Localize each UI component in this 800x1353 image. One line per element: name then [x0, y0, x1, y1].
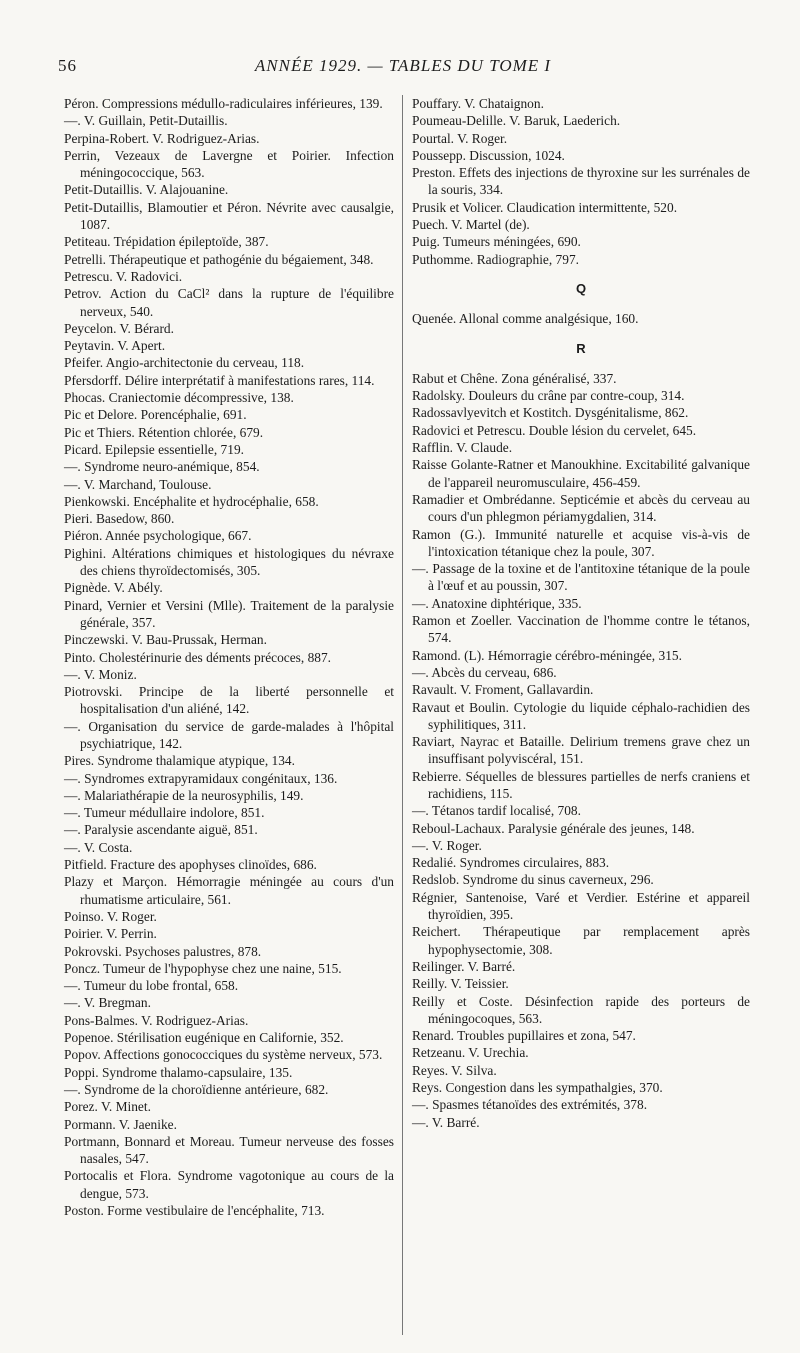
index-entry: Poussepp. Discussion, 1024. — [412, 147, 565, 163]
index-entry: Rabut et Chêne. Zona généralisé, 337. — [412, 370, 617, 386]
index-entry: Redalié. Syndromes circulaires, 883. — [412, 855, 610, 871]
index-entry: Pic et Delore. Porencéphalie, 691. — [64, 407, 247, 423]
index-entry: Pitfield. Fracture des apophyses clinoïdes, 686. — [64, 857, 317, 873]
index-entry: Popov. Affections gonococciques du système nerveux, 573. — [64, 1047, 383, 1063]
index-entry: Perpina-Robert. V. Rodriguez-Arias. — [64, 130, 260, 146]
index-entry: Picard. Epilepsie essentielle, 719. — [64, 441, 244, 457]
index-entry: Piéron. Année psychologique, 667. — [64, 528, 252, 544]
section-heading-q: Q — [575, 280, 587, 296]
index-entry: Radossavlyevitch et Kostitch. Dysgénitalisme, 862. — [412, 405, 689, 421]
section-heading-r: R — [576, 340, 586, 356]
q-entries — [412, 310, 750, 327]
index-entry: Petiteau. Trépidation épileptoïde, 387. — [64, 234, 269, 250]
index-entry: Portocalis et Flora. Syndrome vagotonique au cours de la dengue, 573. — [64, 1168, 394, 1201]
index-entry: —. Paralysie ascendante aiguë, 851. — [64, 822, 258, 838]
index-entry: Retzeanu. V. Urechia. — [412, 1045, 529, 1061]
index-entry: Pic et Thiers. Rétention chlorée, 679. — [64, 424, 264, 440]
index-entry: Pinto. Cholestérinurie des déments précoces, 887. — [64, 649, 332, 665]
index-entry: Radolsky. Douleurs du crâne par contre-coup, 314. — [412, 388, 685, 404]
index-entry: Ramadier et Ombrédanne. Septicémie et abcès du cerveau au cours d'un phlegmon périamygdalien, 314. — [412, 491, 750, 525]
index-entry: Raviart, Nayrac et Bataille. Delirium tremens grave chez un insuffisant polyviscéral, 151. — [412, 734, 750, 767]
left-column — [64, 95, 394, 1219]
index-entry: Quenée. Allonal comme analgésique, 160. — [412, 311, 639, 327]
index-entry: Pormann. V. Jaenike. — [64, 1116, 177, 1132]
index-entry: Ramon (G.). Immunité naturelle et acquise vis-à-vis de l'intoxication tétanique chez la poule, 307. — [412, 526, 750, 559]
index-entry: —. V. Costa. — [64, 839, 133, 855]
index-entry: Redslob. Syndrome du sinus caverneux, 296. — [412, 872, 654, 888]
index-entry: Pieri. Basedow, 860. — [64, 511, 175, 527]
index-entry: —. V. Roger. — [412, 837, 482, 853]
index-entry: Phocas. Craniectomie décompressive, 138. — [64, 390, 294, 406]
index-entry: Pourtal. V. Roger. — [412, 130, 508, 146]
index-entry: —. V. Guillain, Petit-Dutaillis. — [64, 113, 228, 129]
index-entry: Péron. Compressions médullo-radiculaires inférieures, 139. — [64, 96, 383, 111]
index-entry: Pokrovski. Psychoses palustres, 878. — [64, 943, 262, 959]
index-entry: Poppi. Syndrome thalamo-capsulaire, 135. — [64, 1064, 293, 1080]
index-entry: Ramond. (L). Hémorragie cérébro-méningée, 315. — [412, 647, 682, 663]
index-entry: Reys. Congestion dans les sympathalgies, 370. — [412, 1080, 663, 1096]
index-entry: Peycelon. V. Bérard. — [64, 320, 174, 336]
right-column — [412, 95, 750, 1131]
index-entry: Petrelli. Thérapeutique et pathogénie du bégaiement, 348. — [64, 251, 374, 267]
index-entry: —. Tétanos tardif localisé, 708. — [412, 803, 581, 819]
index-entry: —. Abcès du cerveau, 686. — [412, 664, 557, 680]
index-entry: Prusik et Volicer. Claudication intermittente, 520. — [412, 199, 678, 215]
index-entry: —. V. Moniz. — [64, 666, 137, 682]
index-entry: Popenoe. Stérilisation eugénique en Californie, 352. — [64, 1030, 344, 1046]
index-entry: —. Malariathérapie de la neurosyphilis, 149. — [64, 787, 304, 803]
index-entry: Ravault. V. Froment, Gallavardin. — [412, 682, 594, 698]
index-entry: Pinard, Vernier et Versini (Mlle). Traitement de la paralysie générale, 357. — [64, 597, 394, 630]
index-entry: Reilinger. V. Barré. — [412, 958, 516, 974]
index-entry: Reboul-Lachaux. Paralysie générale des jeunes, 148. — [412, 820, 695, 836]
index-entry: Peytavin. V. Apert. — [64, 338, 166, 354]
index-entry: Pouffary. V. Chataignon. — [412, 96, 544, 111]
index-entry: Ramon et Zoeller. Vaccination de l'homme contre le tétanos, 574. — [412, 613, 750, 646]
index-entry: Piotrovski. Principe de la liberté personnelle et hospitalisation d'un aliéné, 142. — [64, 684, 394, 717]
index-entry: Reichert. Thérapeutique par remplacement après hypophysectomie, 308. — [412, 924, 750, 957]
index-entry: Pienkowski. Encéphalite et hydrocéphalie, 658. — [64, 493, 319, 509]
index-entry: Puthomme. Radiographie, 797. — [412, 251, 579, 267]
index-entry: —. Organisation du service de garde-malades à l'hôpital psychiatrique, 142. — [64, 718, 394, 751]
index-entry: —. Spasmes tétanoïdes des extrémités, 378. — [412, 1097, 648, 1113]
right-entries — [412, 95, 750, 268]
index-entry: Rebierre. Séquelles de blessures partielles de nerfs craniens et rachidiens, 115. — [412, 768, 750, 801]
index-entry: Petrov. Action du CaCl² dans la rupture de l'équilibre nerveux, 540. — [64, 286, 394, 319]
index-entry: Poirier. V. Perrin. — [64, 926, 157, 942]
index-entry: —. V. Marchand, Toulouse. — [64, 476, 212, 492]
index-entry: Perrin, Vezeaux de Lavergne et Poirier. Infection méningococcique, 563. — [64, 147, 394, 181]
index-entry: Poston. Forme vestibulaire de l'encéphalite, 713. — [64, 1203, 325, 1218]
r-entries — [412, 370, 750, 1131]
index-entry: —. V. Bregman. — [64, 995, 151, 1011]
index-entry: Plazy et Marçon. Hémorragie méningée au cours d'un rhumatisme articulaire, 561. — [64, 874, 394, 907]
index-entry: Rafflin. V. Claude. — [412, 440, 513, 456]
index-entry: Reilly et Coste. Désinfection rapide des porteurs de méningocoques, 563. — [412, 993, 750, 1026]
index-entry: Portmann, Bonnard et Moreau. Tumeur nerveuse des fosses nasales, 547. — [64, 1133, 394, 1167]
index-entry: Ravaut et Boulin. Cytologie du liquide céphalo-rachidien des syphilitiques, 311. — [412, 699, 750, 732]
index-entry: Petrescu. V. Radovici. — [64, 268, 183, 284]
index-entry: Porez. V. Minet. — [64, 1099, 151, 1115]
index-entry: Reilly. V. Teissier. — [412, 976, 509, 992]
index-entry: Petit-Dutaillis, Blamoutier et Péron. Névrite avec causalgie, 1087. — [64, 199, 394, 233]
index-entry: —. Syndrome neuro-anémique, 854. — [64, 459, 260, 475]
index-entry: Pfeifer. Angio-architectonie du cerveau, 118. — [64, 355, 305, 371]
index-entry: Renard. Troubles pupillaires et zona, 547. — [412, 1028, 636, 1044]
index-entry: —. Anatoxine diphtérique, 335. — [412, 595, 582, 611]
index-entry: Reyes. V. Silva. — [412, 1062, 497, 1078]
index-entry: —. Tumeur du lobe frontal, 658. — [64, 978, 239, 994]
index-entry: —. Syndromes extrapyramidaux congénitaux, 136. — [64, 770, 338, 786]
page-number: 56 — [58, 56, 77, 75]
index-entry: —. V. Barré. — [412, 1114, 480, 1130]
index-entry: Régnier, Santenoise, Varé et Verdier. Estérine et appareil thyroïdien, 395. — [412, 889, 750, 923]
index-entry: Poinso. V. Roger. — [64, 908, 157, 924]
index-entry: Petit-Dutaillis. V. Alajouanine. — [64, 182, 229, 198]
index-entry: Raisse Golante-Ratner et Manoukhine. Excitabilité galvanique de l'appareil neuromusculaire, 456-459. — [412, 457, 750, 490]
column-divider — [402, 95, 403, 1335]
index-entry: Puig. Tumeurs méningées, 690. — [412, 234, 581, 250]
index-entry: Pons-Balmes. V. Rodriguez-Arias. — [64, 1012, 249, 1028]
index-entry: Radovici et Petrescu. Double lésion du cervelet, 645. — [412, 422, 697, 438]
index-entry: Preston. Effets des injections de thyroxine sur les surrénales de la souris, 334. — [412, 165, 750, 198]
running-title: ANNÉE 1929. — TABLES DU TOME I — [254, 56, 552, 75]
index-entry: Pignède. V. Abély. — [64, 580, 163, 596]
index-entry: Pires. Syndrome thalamique atypique, 134. — [64, 753, 295, 769]
index-entry: —. Syndrome de la choroïdienne antérieure, 682. — [64, 1081, 329, 1097]
index-entry: Puech. V. Martel (de). — [412, 217, 530, 233]
index-entry: —. Tumeur médullaire indolore, 851. — [64, 805, 265, 821]
index-entry: Pinczewski. V. Bau-Prussak, Herman. — [64, 632, 267, 648]
index-entry: Poncz. Tumeur de l'hypophyse chez une naine, 515. — [64, 960, 342, 976]
index-entry: Poumeau-Delille. V. Baruk, Laederich. — [412, 113, 621, 129]
index-entry: Pfersdorff. Délire interprétatif à manifestations rares, 114. — [64, 372, 375, 388]
index-entry: Pighini. Altérations chimiques et histologiques du névraxe des chiens thyroïdectomisés, 305. — [64, 545, 394, 579]
index-entry: —. Passage de la toxine et de l'antitoxine tétanique de la poule à l'œuf et au poussin, 307. — [412, 561, 750, 594]
